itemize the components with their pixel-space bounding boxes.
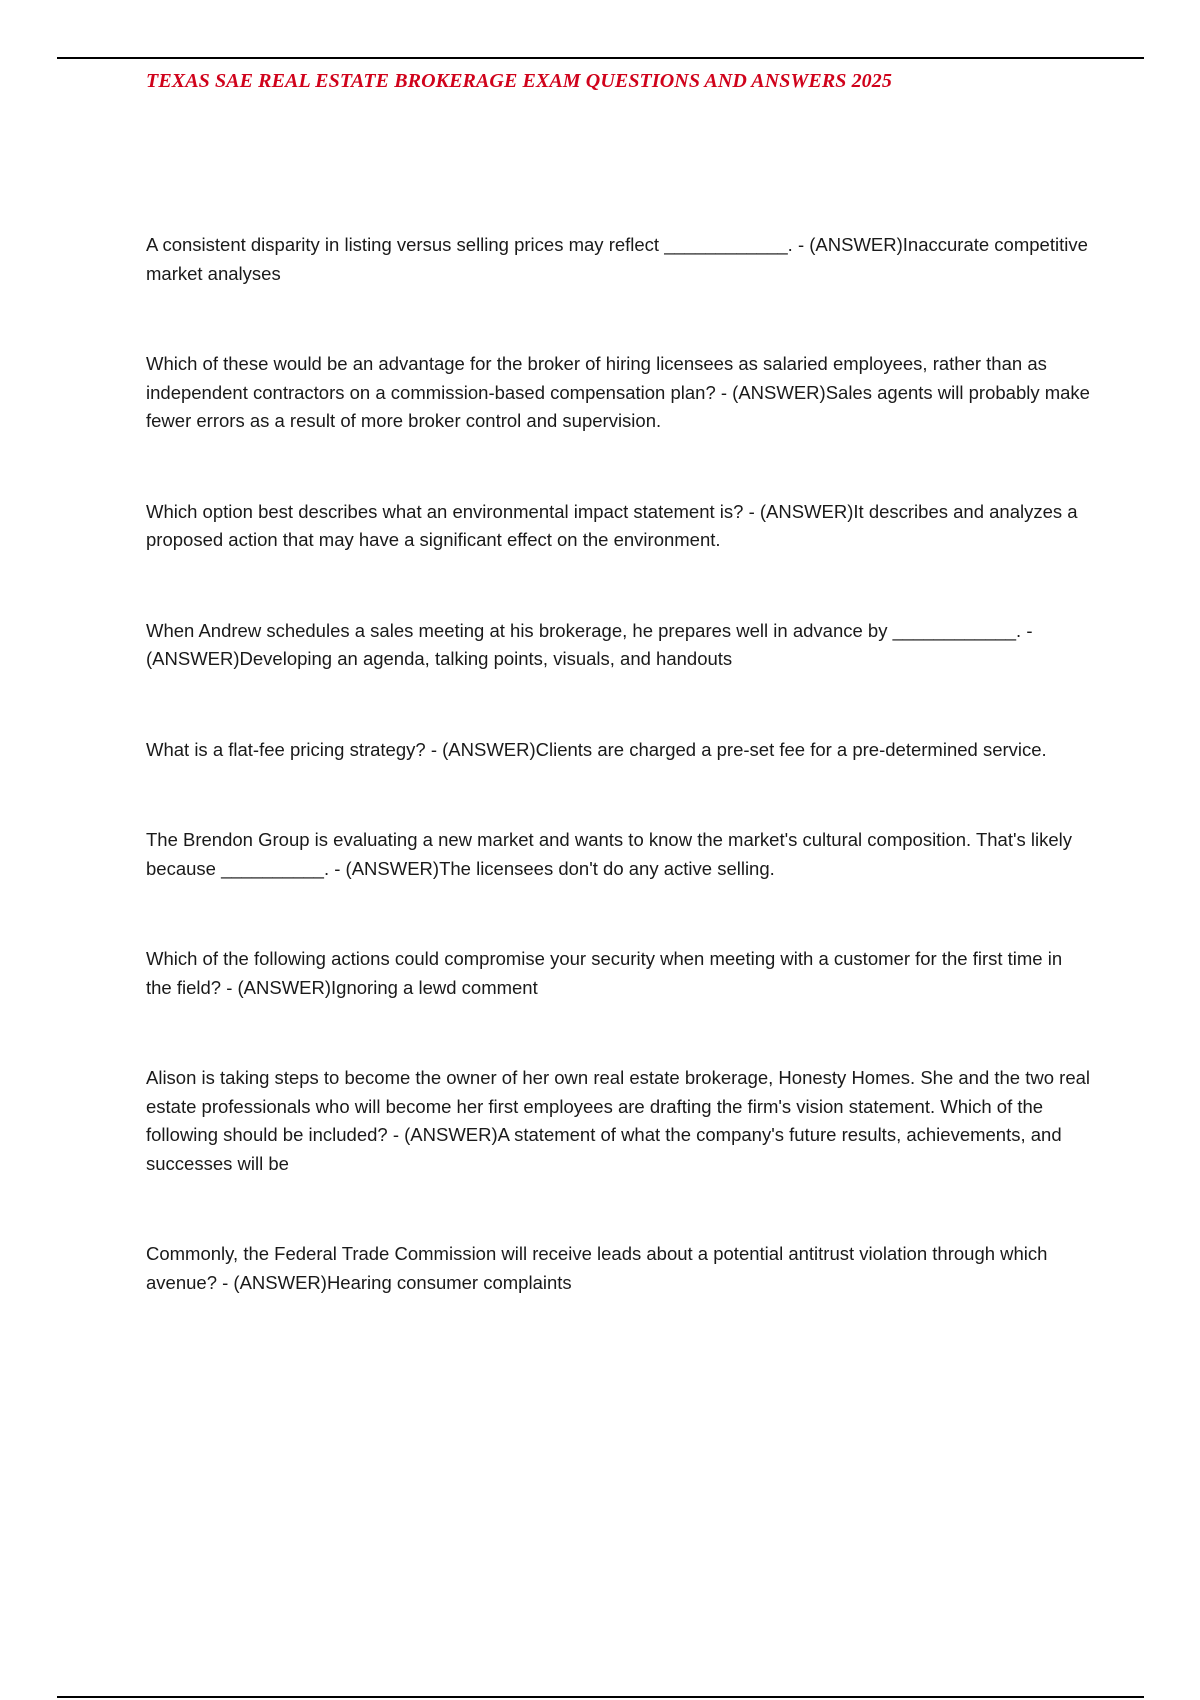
qa-item-3: Which option best describes what an environmental impact statement is? - (ANSWER)It describes and analyzes a proposed action that may have a significant effect on the environment. xyxy=(146,500,1078,550)
qa-item-8: Alison is taking steps to become the owner of her own real estate brokerage, Honesty Homes. She and the two real estate professionals who will become her first employees are drafting the firm's vision statement. Which of the following should be included? - (ANSWER)A statement of what the company's future results, achievements, and successes will be xyxy=(146,1067,1091,1174)
qa-item-2: Which of these would be an advantage for the broker of hiring licensees as salaried employees, rather than as independent contractors on a commission-based compensation plan? - (ANSWER)Sales agents will probably make fewer errors as a result of more broker control and supervision. xyxy=(146,353,1090,431)
qa-item-7: Which of the following actions could compromise your security when meeting with a customer for the first time in the field? - (ANSWER)Ignoring a lewd comment xyxy=(146,948,1063,998)
qa-item-4: When Andrew schedules a sales meeting at his brokerage, he prepares well in advance by ____________. - (ANSWER)Developing an agenda, talking points, visuals, and handouts xyxy=(146,619,1033,669)
top-rule xyxy=(57,57,1144,59)
qa-item-9: Commonly, the Federal Trade Commission will receive leads about a potential antitrust violation through which avenue? - (ANSWER)Hearing consumer complaints xyxy=(146,1243,1048,1293)
document-title: TEXAS SAE REAL ESTATE BROKERAGE EXAM QUESTIONS AND ANSWERS 2025 xyxy=(146,70,892,92)
qa-item-1: A consistent disparity in listing versus selling prices may reflect ____________. - (ANSWER)Inaccurate competitive market analyses xyxy=(146,234,1088,284)
qa-list xyxy=(146,231,1092,1297)
qa-item-5: What is a flat-fee pricing strategy? - (ANSWER)Clients are charged a pre-set fee for a pre-determined service. xyxy=(146,738,1047,760)
bottom-rule xyxy=(57,1696,1144,1698)
qa-item-6: The Brendon Group is evaluating a new market and wants to know the market's cultural composition. That's likely because __________. - (ANSWER)The licensees don't do any active selling. xyxy=(146,829,1073,879)
